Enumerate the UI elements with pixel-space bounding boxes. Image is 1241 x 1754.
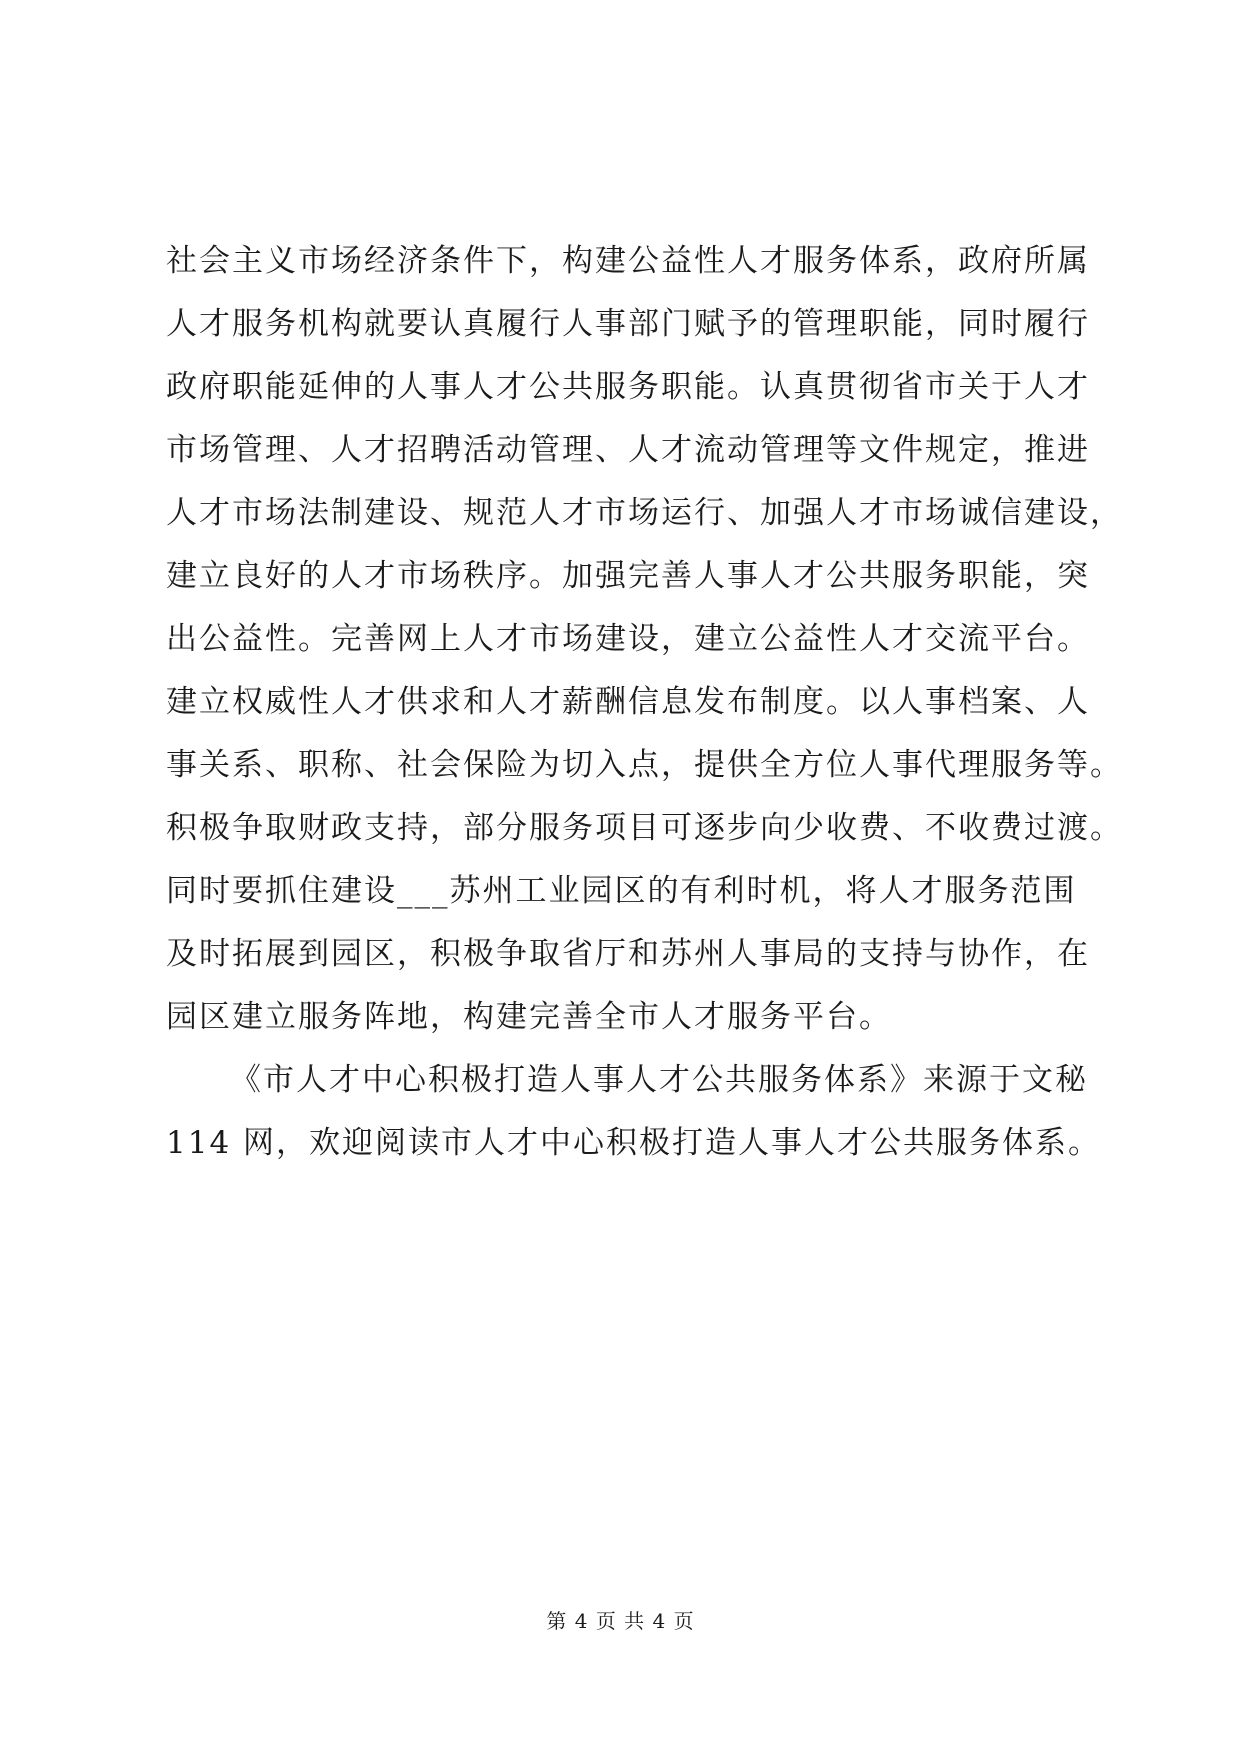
- text-line: 事关系、职称、社会保险为切入点，提供全方位人事代理服务等。: [166, 747, 1123, 783]
- text-line: 园区建立服务阵地，构建完善全市人才服务平台。: [166, 999, 892, 1035]
- text-line: 《市人才中心积极打造人事人才公共服务体系》来源于文秘: [230, 1062, 1088, 1098]
- text-line: 及时拓展到园区，积极争取省厅和苏州人事局的支持与协作，在: [166, 936, 1090, 972]
- text-line: 出公益性。完善网上人才市场建设，建立公益性人才交流平台。: [166, 621, 1090, 657]
- text-line: 人才服务机构就要认真履行人事部门赋予的管理职能，同时履行: [166, 306, 1090, 342]
- text-line: 114 网，欢迎阅读市人才中心积极打造人事人才公共服务体系。: [166, 1125, 1102, 1161]
- document-body: [166, 230, 1123, 1175]
- text-line: 建立权威性人才供求和人才薪酬信息发布制度。以人事档案、人: [166, 684, 1090, 720]
- text-line: 政府职能延伸的人事人才公共服务职能。认真贯彻省市关于人才: [166, 369, 1090, 405]
- text-line: 社会主义市场经济条件下，构建公益性人才服务体系，政府所属: [166, 243, 1090, 279]
- text-line: 积极争取财政支持，部分服务项目可逐步向少收费、不收费过渡。: [166, 810, 1123, 846]
- text-line: 市场管理、人才招聘活动管理、人才流动管理等文件规定，推进: [166, 432, 1090, 468]
- paragraph-2: [166, 1049, 1102, 1175]
- text-line: 人才市场法制建设、规范人才市场运行、加强人才市场诚信建设，: [166, 495, 1123, 531]
- text-line: 同时要抓住建设___苏州工业园区的有利时机，将人才服务范围: [166, 873, 1077, 909]
- text-line: 建立良好的人才市场秩序。加强完善人事人才公共服务职能，突: [166, 558, 1090, 594]
- page-number-footer: 第 4 页 共 4 页: [546, 1609, 695, 1633]
- paragraph-1: [166, 230, 1123, 1049]
